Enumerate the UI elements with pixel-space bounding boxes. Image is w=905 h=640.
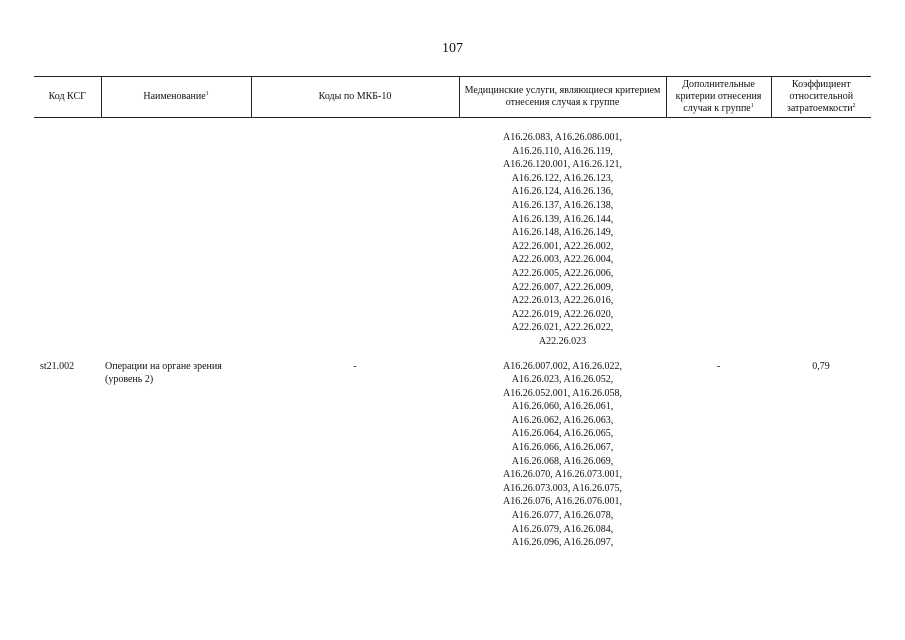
header-mkb-codes: Коды по МКБ-10 [251, 77, 459, 118]
table-row [34, 118, 871, 349]
service-code-line: A16.26.148, A16.26.149, [511, 227, 614, 239]
service-code-line: A16.26.096, A16.26.097, [511, 537, 614, 549]
service-code-line: A16.26.137, A16.26.138, [511, 199, 614, 211]
service-code-line: A16.26.062, A16.26.063, [511, 414, 614, 426]
service-code-line: A22.26.023 [538, 335, 587, 347]
header-extra-criteria: Дополнительные критерии отнесения случая к группе$^1$ [666, 77, 771, 118]
header-services: Медицинские услуги, являющиеся критерием отнесения случая к группе [459, 77, 666, 118]
name-cell: Операции на органе зрения (уровень 2) [105, 360, 222, 386]
ksg-code-cell: st21.002 [40, 360, 75, 372]
service-code-line: A16.26.083, A16.26.086.001, [503, 132, 622, 143]
service-code-line: A22.26.001, A22.26.002, [511, 240, 614, 252]
service-code-line: A16.26.122, A16.26.123, [511, 172, 614, 184]
service-code-line: A16.26.066, A16.26.067, [511, 442, 614, 454]
ksg-table [34, 76, 871, 550]
service-code-line: A16.26.079, A16.26.084, [511, 523, 614, 535]
header-name: Наименование$^1$ [101, 77, 251, 118]
mkb-cell [251, 118, 459, 349]
header-coefficient: Коэффициент относительной затратоемкости$^2$ [771, 77, 871, 118]
service-code-line: A22.26.013, A22.26.016, [511, 295, 614, 307]
header-ksg-code: Код КСГ [34, 77, 101, 118]
page-number: 107 [442, 41, 463, 56]
service-code-line: A22.26.007, A22.26.009, [511, 281, 614, 293]
extra-criteria-cell [666, 118, 771, 349]
service-code-line: A16.26.073.003, A16.26.075, [503, 482, 622, 494]
service-code-line: A16.26.110, A16.26.119, [512, 145, 613, 157]
service-code-line: A16.26.068, A16.26.069, [511, 455, 614, 467]
service-code-line: A16.26.023, A16.26.052, [511, 374, 614, 386]
mkb-cell: - [353, 360, 357, 372]
service-code-line: A16.26.120.001, A16.26.121, [503, 159, 622, 171]
service-code-line: A16.26.007.002, A16.26.022, [503, 360, 622, 372]
coefficient-cell [771, 118, 871, 349]
service-code-line: A16.26.139, A16.26.144, [511, 213, 614, 225]
service-code-line: A16.26.124, A16.26.136, [511, 186, 614, 198]
ksg-code-cell [34, 118, 101, 349]
service-code-line: A16.26.052.001, A16.26.058, [503, 387, 622, 399]
service-code-line: A16.26.060, A16.26.061, [511, 401, 614, 413]
service-code-line: A16.26.070, A16.26.073.001, [503, 469, 622, 481]
service-code-line: A16.26.064, A16.26.065, [511, 428, 614, 440]
service-code-line: A16.26.077, A16.26.078, [511, 510, 614, 522]
name-cell [101, 118, 251, 349]
coefficient-cell: 0,79 [812, 360, 830, 372]
service-code-line: A22.26.005, A22.26.006, [511, 267, 614, 279]
services-cell [459, 118, 666, 349]
services-cell [459, 349, 666, 550]
service-code-line: A22.26.019, A22.26.020, [511, 308, 614, 320]
table-row [34, 349, 871, 550]
service-code-line: A16.26.076, A16.26.076.001, [503, 496, 622, 508]
service-code-line: A22.26.021, A22.26.022, [511, 322, 614, 334]
extra-criteria-cell: - [716, 360, 721, 372]
service-code-line: A22.26.003, A22.26.004, [511, 254, 614, 266]
table-header-row [34, 77, 871, 118]
